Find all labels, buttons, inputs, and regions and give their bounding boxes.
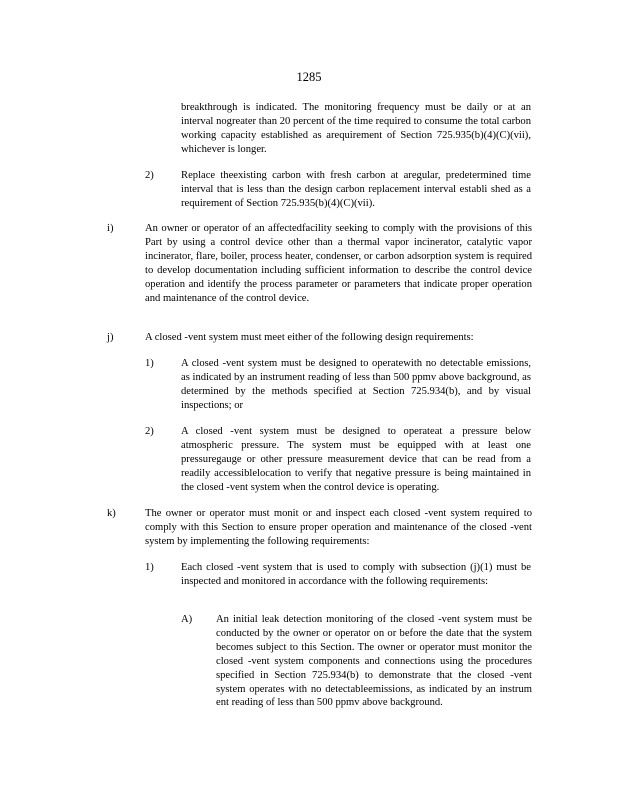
continued-paragraph: breakthrough is indicated. The monitoring frequency must be daily or at an interval nogreater than 20 percent of the time required to consume the total carbon working capacity established as arequirement of Section 725.935(b)(4)(C)(vii), whichever is longer. — [181, 102, 531, 155]
section-k-text: The owner or operator must monit or and inspect each closed -vent system required to comply with this Section to ensure proper operation and maintenance of the closed -vent system by implementing the following requirements: — [145, 508, 532, 547]
section-k-label: k) — [107, 508, 116, 519]
section-i-label: i) — [107, 223, 114, 234]
page-number: 1285 — [296, 70, 322, 84]
section-i-text: An owner or operator of an affectedfacility seeking to comply with the provisions of this Part by using a control device other than a thermal vapor incinerator, catalytic vapor incinerator, flare, boiler, process heater, condenser, or carbon adsorption system is required to develop documentation including sufficient information to describe the control device operation and identify the process parameter or parameters that indicate proper operation and maintenance of the control device. — [145, 223, 532, 304]
section-j-item-1-text: A closed -vent system must be designed to operatewith no detectable emissions, as indicated by an instrument reading of less than 500 ppmv above background, as determined by the methods specified at Section 725.934(b), and by visual inspections; or — [181, 358, 531, 411]
section-k-item-a-label: A) — [181, 614, 193, 625]
item-2-text: Replace theexisting carbon with fresh carbon at aregular, predetermined time interval that is less than the design carbon replacement interval establi shed as a requirement of Section 725.935(b)(4)(C)(vii). — [181, 170, 531, 209]
item-2-label: 2) — [145, 170, 154, 181]
section-j-label: j) — [107, 332, 114, 343]
section-j-item-1-label: 1) — [145, 358, 154, 369]
section-k-item-a-text: An initial leak detection monitoring of the closed -vent system must be conducted by the owner or operator on or before the date that the system becomes subject to this Section. The owner or operator must monitor the closed -vent system components and connections using the procedures specified in Section 725.934(b) to demonstrate that the closed -vent system operates with no detectableemissions, as indicated by an instrum ent reading of less than 500 ppmv above background. — [216, 614, 532, 709]
section-k-item-1-label: 1) — [145, 562, 154, 573]
section-j-text: A closed -vent system must meet either of the following design requirements: — [145, 332, 474, 343]
section-j-item-2-text: A closed -vent system must be designed to operateat a pressure below atmospheric pressure. The system must be equipped with at least one pressuregauge or other pressure measurement device that can be read from a readily accessiblelocation to verify that negative pressure is being maintained in the closed -vent system when the control device is operating. — [181, 426, 531, 493]
section-j-item-2-label: 2) — [145, 426, 154, 437]
section-k-item-1-text: Each closed -vent system that is used to comply with subsection (j)(1) must be inspected and monitored in accordance with the following requirements: — [181, 562, 531, 587]
